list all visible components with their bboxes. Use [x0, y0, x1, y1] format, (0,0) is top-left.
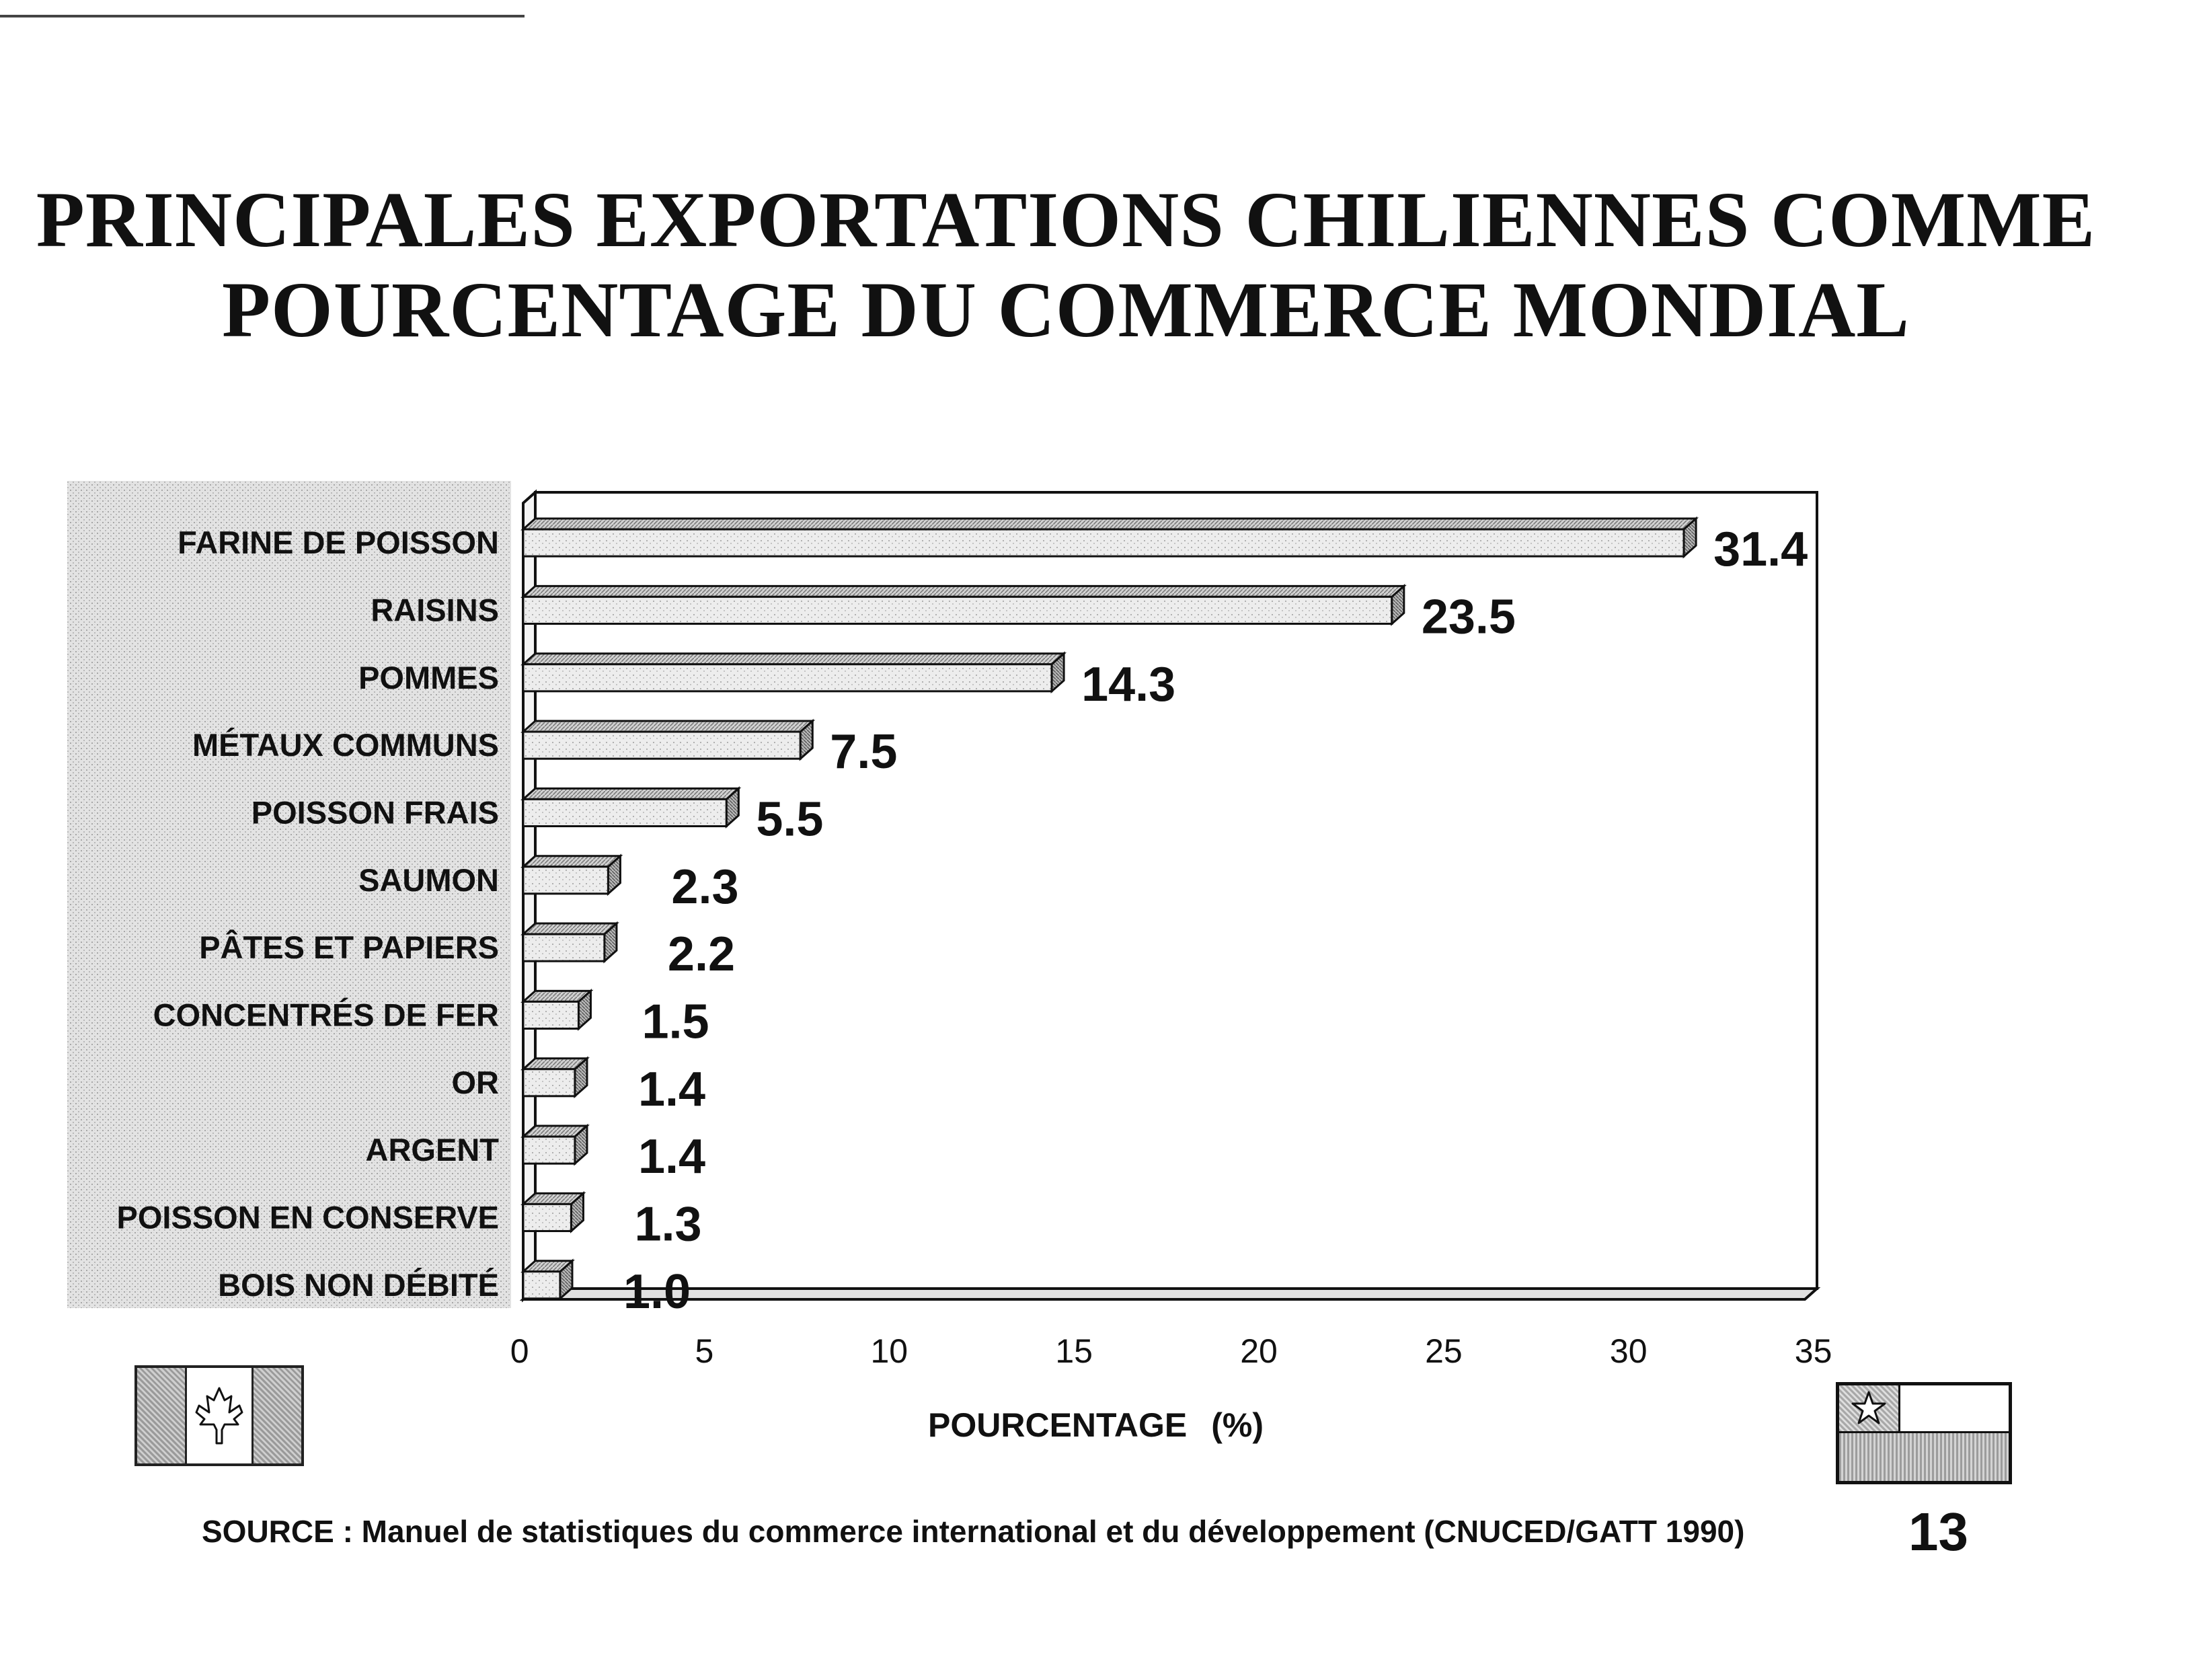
value-label: 1.4	[637, 1130, 706, 1184]
star-icon	[1850, 1389, 1888, 1427]
bar-front-face	[523, 1001, 578, 1028]
canada-flag-icon	[134, 1365, 304, 1466]
flag-bottom-band	[1839, 1433, 2009, 1481]
category-label: POISSON EN CONSERVE	[116, 1199, 499, 1235]
value-label: 14.3	[1081, 657, 1176, 712]
flag-canton	[1839, 1385, 1900, 1433]
value-label: 5.5	[756, 792, 824, 847]
chile-flag-icon	[1836, 1382, 2012, 1484]
bar-front-face	[523, 732, 800, 759]
maple-leaf-icon	[192, 1385, 246, 1446]
category-label: RAISINS	[371, 592, 499, 628]
flag-white-band	[1900, 1385, 2009, 1433]
chart-title-line-1: PRINCIPALES EXPORTATIONS CHILIENNES COMME	[36, 176, 2096, 264]
bar-front-face	[523, 597, 1392, 623]
category-label: POISSON FRAIS	[251, 794, 499, 831]
x-tick-label: 30	[1609, 1332, 1648, 1370]
x-axis-unit: (%)	[1211, 1406, 1264, 1444]
x-tick-label: 5	[695, 1332, 714, 1370]
bar	[523, 1193, 583, 1231]
bar	[523, 923, 617, 961]
value-label: 1.3	[634, 1197, 702, 1252]
x-tick-label: 10	[870, 1332, 908, 1370]
category-label: PÂTES ET PAPIERS	[199, 929, 499, 966]
value-label: 1.5	[642, 995, 709, 1049]
flag-center-band	[185, 1368, 253, 1463]
flag-side-band-right	[254, 1368, 301, 1463]
bar-front-face	[523, 1272, 560, 1299]
bar-front-face	[523, 934, 605, 961]
bar-top-face	[523, 586, 1404, 597]
plot-floor	[523, 1289, 1817, 1299]
category-label: FARINE DE POISSON	[178, 525, 499, 561]
value-label: 1.0	[623, 1264, 691, 1319]
bar-front-face	[523, 799, 726, 826]
category-label: BOIS NON DÉBITÉ	[218, 1266, 499, 1303]
bar	[523, 586, 1404, 623]
source-note: SOURCE : Manuel de statistiques du commerce international et du développement (CNUCED/GATT 1990)	[202, 1514, 1745, 1549]
value-label: 2.3	[671, 860, 739, 914]
category-label: MÉTAUX COMMUNS	[192, 727, 499, 763]
bar-top-face	[523, 923, 617, 934]
x-tick-label: 35	[1794, 1332, 1832, 1370]
category-label: ARGENT	[365, 1132, 499, 1168]
bar	[523, 1261, 572, 1299]
bar-top-face	[523, 788, 738, 799]
x-tick-label: 0	[510, 1332, 529, 1370]
value-label: 2.2	[667, 927, 736, 982]
category-label: SAUMON	[358, 862, 499, 898]
x-axis-label: POURCENTAGE	[928, 1406, 1188, 1444]
category-label: CONCENTRÉS DE FER	[153, 997, 499, 1033]
bar	[523, 1126, 587, 1163]
bar-front-face	[523, 1137, 575, 1163]
x-tick-labels	[510, 1332, 1832, 1370]
bar-front-face	[523, 1069, 575, 1096]
chart-title-line-2: POURCENTAGE DU COMMERCE MONDIAL	[221, 266, 1910, 354]
bar	[523, 856, 620, 894]
bar-top-face	[523, 721, 812, 732]
bar-top-face	[523, 519, 1696, 529]
flag-side-band-left	[137, 1368, 185, 1463]
x-tick-label: 20	[1240, 1332, 1278, 1370]
bar	[523, 519, 1696, 556]
bar	[523, 721, 812, 759]
bar-front-face	[523, 664, 1052, 691]
value-label: 7.5	[830, 725, 898, 779]
bar	[523, 788, 738, 826]
x-tick-label: 25	[1425, 1332, 1463, 1370]
bar-front-face	[523, 1204, 571, 1231]
category-label: OR	[451, 1064, 499, 1100]
bar	[523, 654, 1064, 691]
bar-front-face	[523, 867, 608, 894]
value-label: 1.4	[637, 1062, 706, 1116]
value-label: 31.4	[1713, 523, 1808, 577]
x-axis-title	[928, 1406, 1264, 1445]
bar-front-face	[523, 529, 1684, 556]
bar-top-face	[523, 654, 1064, 664]
x-tick-label: 15	[1055, 1332, 1093, 1370]
category-label: POMMES	[358, 659, 499, 695]
page-number: 13	[1908, 1502, 1968, 1562]
bar	[523, 1059, 587, 1096]
bar-top-face	[523, 856, 620, 867]
value-label: 23.5	[1421, 590, 1516, 644]
bar	[523, 991, 590, 1028]
